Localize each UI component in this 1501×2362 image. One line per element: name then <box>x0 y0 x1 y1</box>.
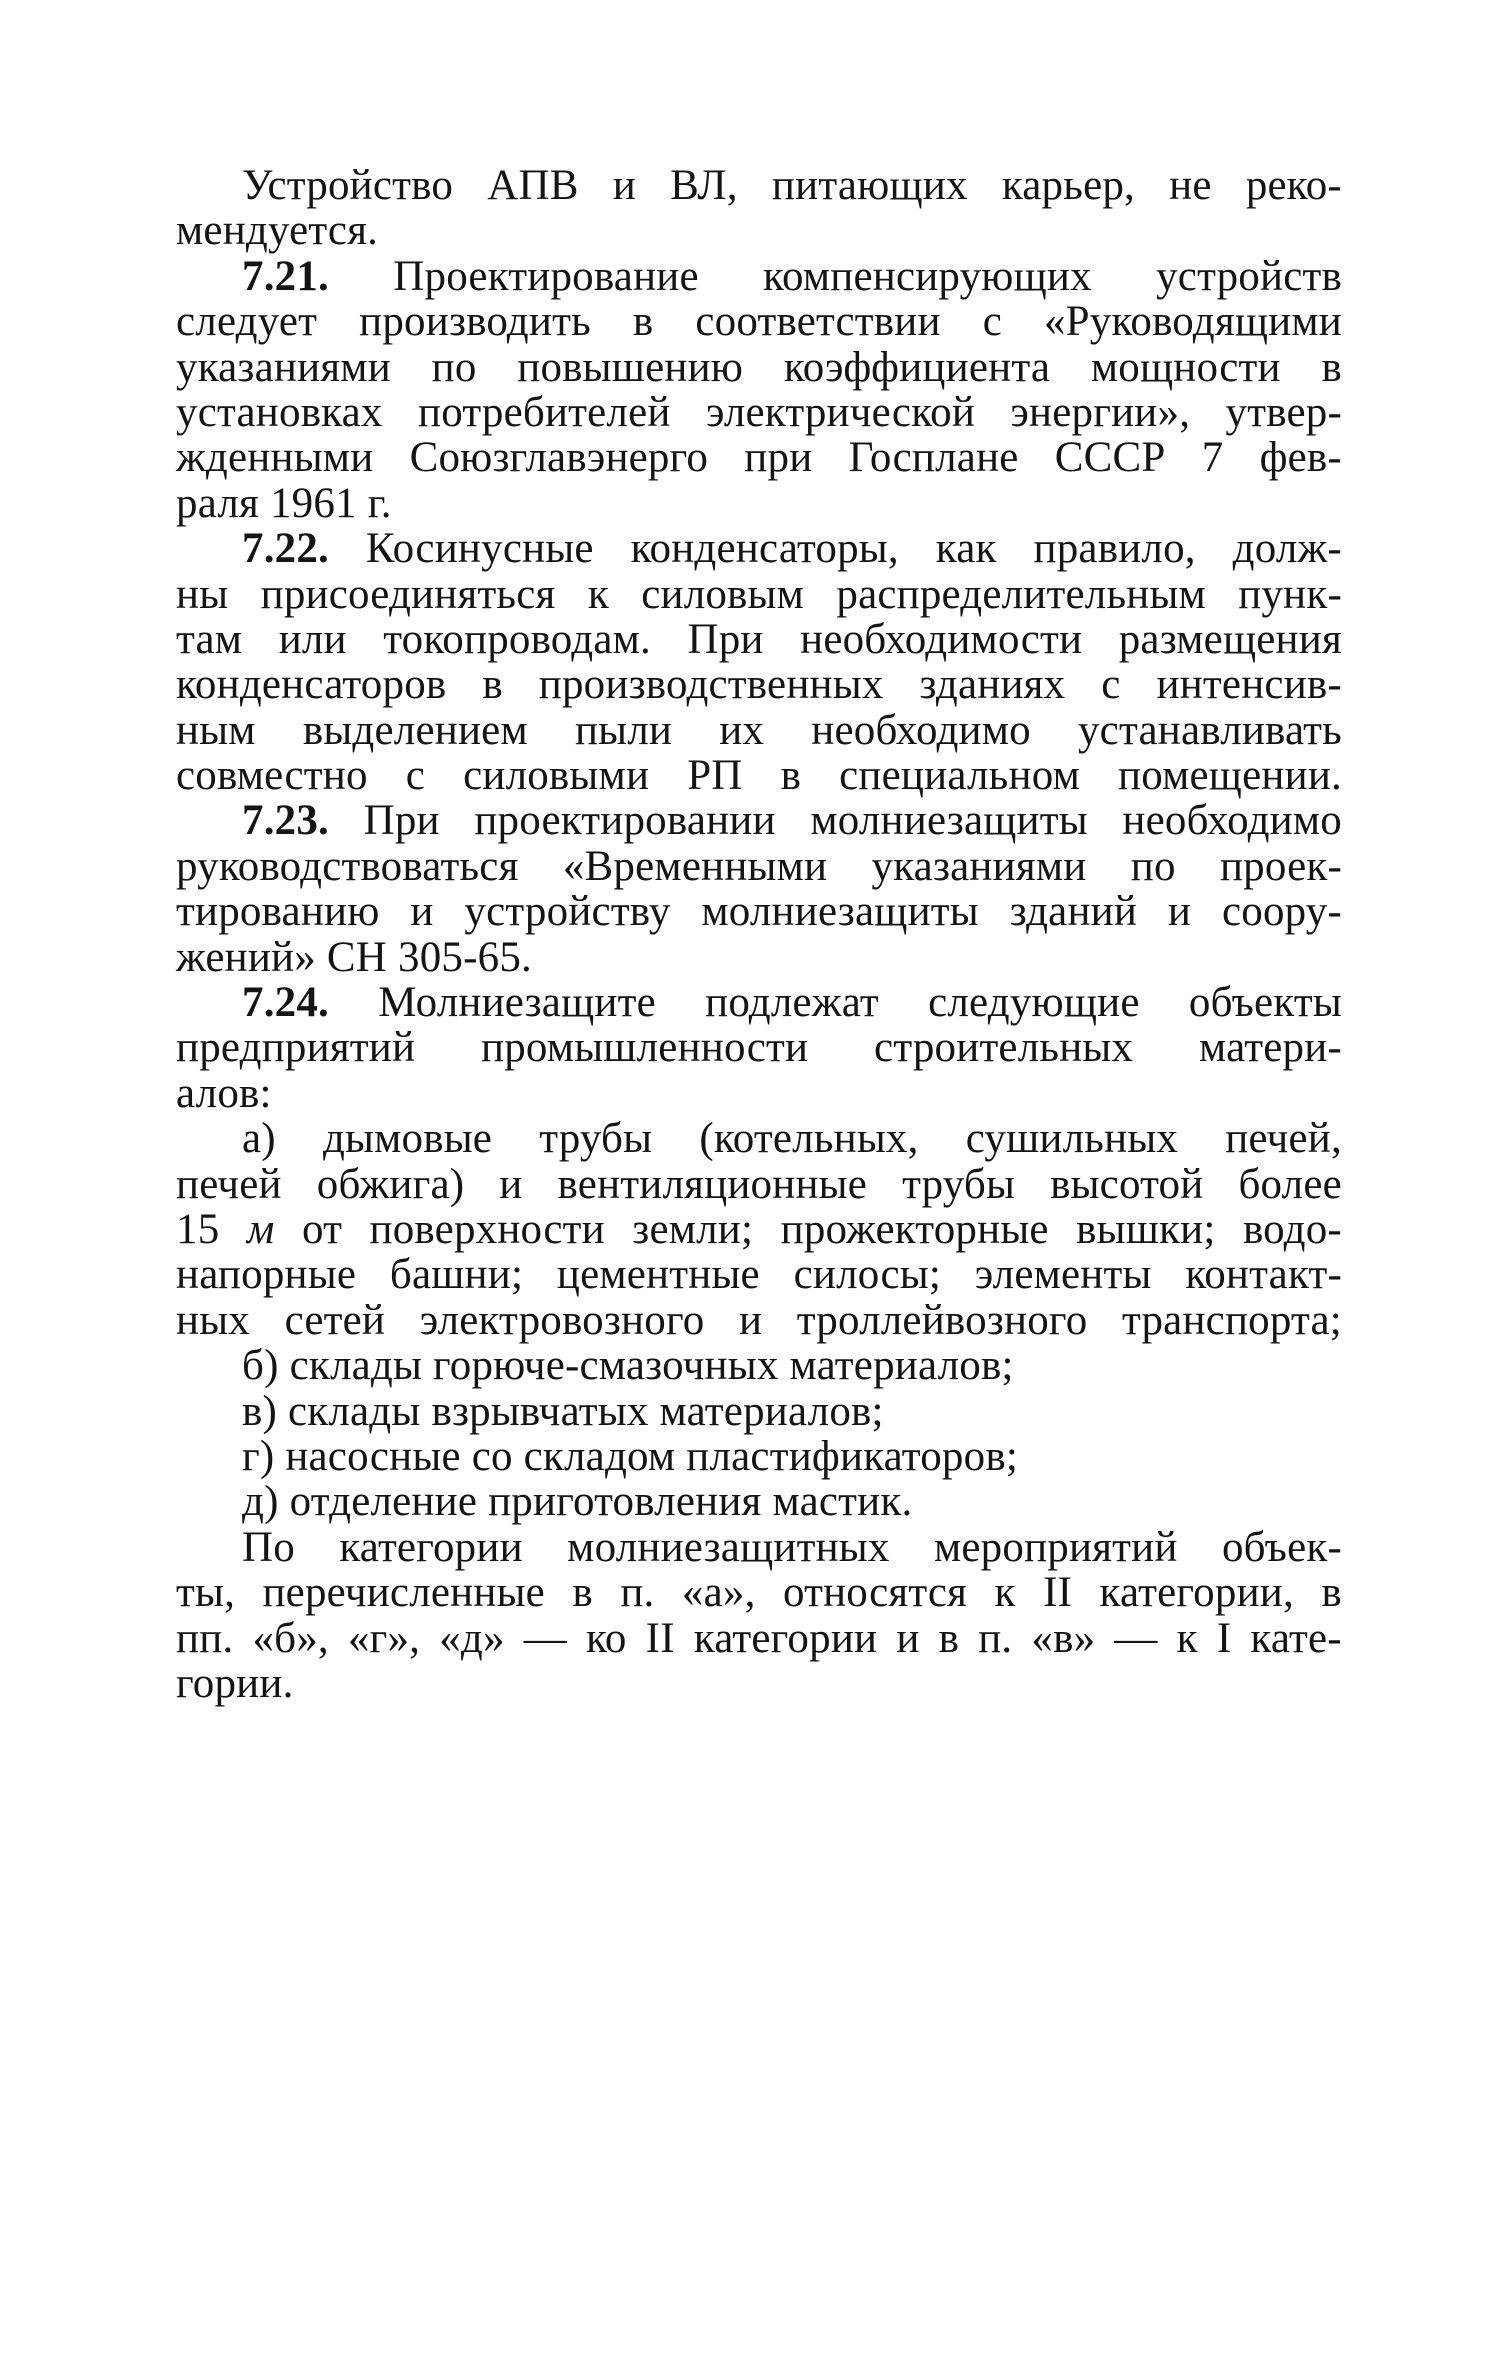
paragraph-p-7-22 <box>176 526 1342 798</box>
text-line: конденсаторов в производственных зданиях с интенсив- <box>176 661 1342 709</box>
paragraph-p-item-g <box>176 1434 1342 1479</box>
text-line: б) склады горюче-смазочных материалов; <box>242 1342 1014 1390</box>
text-line: 7.22. Косинусные конденсаторы, как правило, долж- <box>242 525 1342 573</box>
paragraph-p-category <box>176 1525 1342 1707</box>
paragraph-p-item-b <box>176 1343 1342 1388</box>
text-line: установках потребителей электрической энергии», утвер- <box>176 388 1342 436</box>
text-line: пп. «б», «г», «д» — ко II категории и в п. «в» — к I кате- <box>176 1614 1342 1662</box>
text-line: в) склады взрывчатых материалов; <box>242 1387 884 1435</box>
text-line: По категории молниезащитных мероприятий объек- <box>242 1523 1342 1571</box>
text-line: руководствоваться «Временными указаниями по проек- <box>176 842 1342 890</box>
paragraph-p-item-d <box>176 1479 1342 1524</box>
section-number: 7.24. <box>242 979 329 1027</box>
section-number: 7.21. <box>242 252 329 300</box>
text-line: д) отделение приготовления мастик. <box>242 1478 913 1526</box>
text-line: 7.23. При проектировании молниезащиты необходимо <box>242 797 1342 845</box>
text-line: Устройство АПВ и ВЛ, питающих карьер, не реко- <box>242 162 1342 209</box>
text-line: жденными Союзглавэнерго при Госплане СССР 7 фев- <box>176 434 1342 482</box>
text-line: совместно с силовыми РП в специальном помещении. <box>176 752 1342 800</box>
text-line: ны присоединяться к силовым распределительным пунк- <box>176 570 1342 618</box>
section-number: 7.22. <box>242 525 329 573</box>
text-line: мендуется. <box>176 207 379 255</box>
document-page <box>176 163 1342 1706</box>
paragraph-p-7-21 <box>176 254 1342 526</box>
section-number: 7.23. <box>242 797 329 845</box>
paragraph-p-7-23 <box>176 798 1342 980</box>
text-line: указаниями по повышению коэффициента мощности в <box>176 343 1342 391</box>
paragraph-p-item-a <box>176 1116 1342 1343</box>
paragraph-p-7-24 <box>176 980 1342 1116</box>
paragraph-p-intro <box>176 163 1342 254</box>
text-line: г) насосные со складом пластификаторов; <box>242 1432 1018 1480</box>
text-line: там или токопроводам. При необходимости размещения <box>176 615 1342 663</box>
text-line: жений» СН 305-65. <box>176 933 532 981</box>
text-line: гории. <box>176 1659 294 1707</box>
text-line: 7.24. Молниезащите подлежат следующие объекты <box>242 979 1342 1027</box>
text-line: тированию и устройству молниезащиты зданий и соору- <box>176 888 1342 936</box>
text-line: ных сетей электровозного и троллейвозного транспорта; <box>176 1296 1342 1344</box>
text-line: 15 м от поверхности земли; прожекторные вышки; водо- <box>176 1205 1342 1253</box>
text-line: напорные башни; цементные силосы; элементы контакт- <box>176 1251 1342 1299</box>
text-line: алов: <box>176 1069 272 1117</box>
text-line: следует производить в соответствии с «Руководящими <box>176 298 1342 346</box>
text-line: предприятий промышленности строительных матери- <box>176 1024 1342 1072</box>
text-line: а) дымовые трубы (котельных, сушильных печей, <box>242 1115 1342 1163</box>
text-line: раля 1961 г. <box>176 479 392 527</box>
text-line: ным выделением пыли их необходимо устанавливать <box>176 706 1342 754</box>
paragraph-p-item-v <box>176 1389 1342 1434</box>
text-line: ты, перечисленные в п. «а», относятся к II категории, в <box>176 1569 1342 1617</box>
text-line: 7.21. Проектирование компенсирующих устройств <box>242 252 1342 300</box>
text-line: печей обжига) и вентиляционные трубы высотой более <box>176 1160 1342 1208</box>
